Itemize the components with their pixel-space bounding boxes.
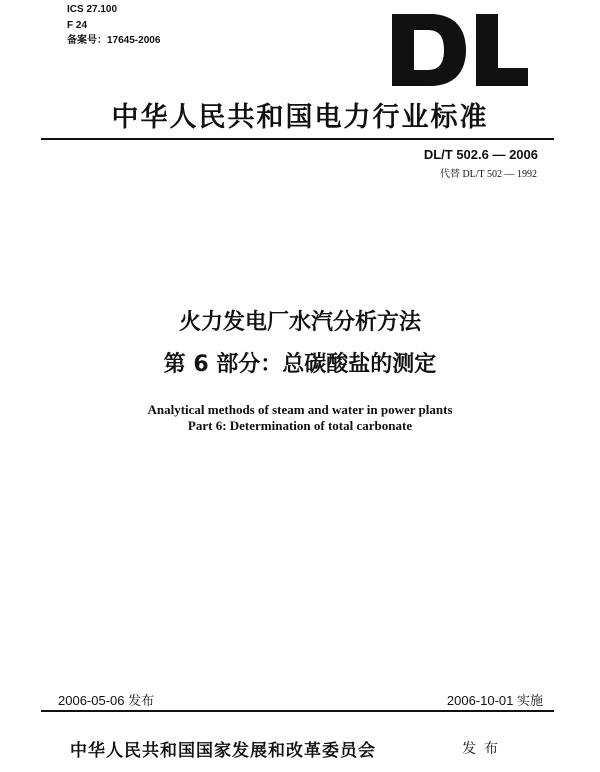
issuing-authority: 中华人民共和国国家发展和改革委员会: [70, 741, 376, 761]
chinese-title-line-2: 第 6 部分：总碳酸盐的测定: [163, 352, 437, 377]
top-divider: [41, 138, 554, 140]
replaced-standard: 代替 DL/T 502 — 1992: [439, 169, 537, 180]
ics-code: ICS 27.100: [67, 4, 118, 15]
classification-code: F 24: [67, 20, 88, 31]
dl-logo: [390, 12, 530, 88]
implement-date: 2006-10-01 实施: [446, 693, 543, 708]
publish-date: 2006-05-06 发布: [58, 693, 155, 708]
english-title-line-1: Analytical methods of steam and water in power plants: [147, 402, 453, 417]
bottom-divider: [41, 710, 554, 712]
issue-label: 发布: [462, 741, 506, 757]
standard-number: DL/T 502.6 — 2006: [423, 147, 538, 162]
english-title-line-2: Part 6: Determination of total carbonate: [187, 418, 413, 433]
record-number: 备案号：17645-2006: [67, 35, 161, 46]
chinese-title-line-1: 火力发电厂水汽分析方法: [178, 310, 421, 335]
organization-title: 中华人民共和国电力行业标准: [111, 102, 489, 133]
